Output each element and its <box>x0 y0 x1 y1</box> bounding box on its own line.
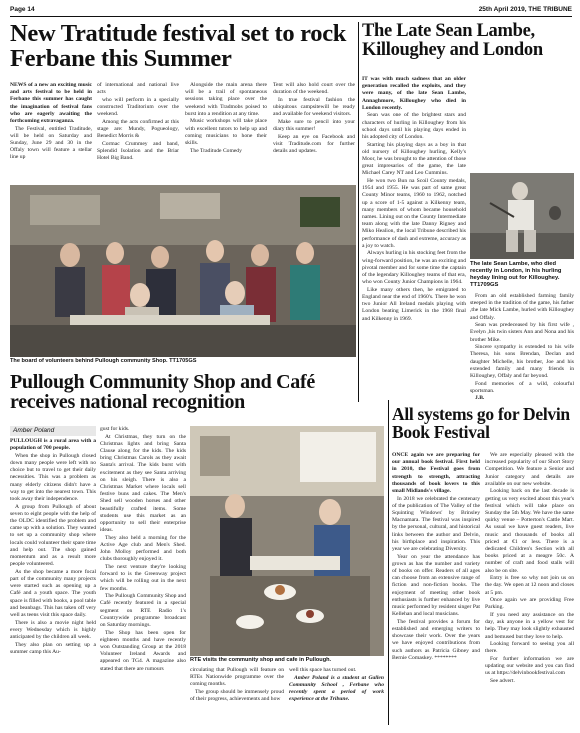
lambe-p2: Sean was one of the brightest stars and characters of hurling in Killoughey from his school days until his playing days ended in his adopted city of London. <box>362 112 466 141</box>
festival-col4-p4: Keep an eye on Facebook and visit Traditude.com for further details and updates. <box>273 133 355 154</box>
lambe-p6: Like many others then, he emigrated to England near the end of 1960's. There he won two Junior All Ireland medals playing with London beating Limerick in the 1968 final and Kilkenny in 1969. <box>362 286 466 322</box>
lambe-p4: He won two Bun na Scoil County medals, 1954 and 1955. He was part of same great County Minor teams, 1960 to 1962, notched up a score of 1-5 against a Kilkenny team, many members of whom became household names. Lining out on the County Intermediate team along with the late Danny Rigney and Miko Healion, the local Tribune described his performance of dash and extreme, accuracy as a joy to watch. <box>362 178 466 249</box>
lambe-p8: Sean was predeceased by his first wife , Evelyn ,his twin sisters Ann and Nona and his brother Mike. <box>470 322 574 343</box>
festival-col-1 <box>10 82 92 182</box>
lambe-p9: Sincere sympathy is extended to his wife Theresa, his sons Brendan, Declan and daughter Michelle, his brother, Joe and his extended family and many friends in Killoughey, Offaly and far beyond. <box>470 344 574 380</box>
festival-col3-p2: Music workshops will take place with excellent tutors to help up and coming musicians to hone their skills. <box>185 118 267 147</box>
book-col2-p1: We are especially pleased with the increased popularity of our Short Story Competition. We feature a Senior and Junior category and details are available on our new website. <box>485 452 574 487</box>
shop-photo-caption: RTE visits the community shop and cafe in Pullough. <box>190 657 332 663</box>
book-col1-p1: ONCE again we are preparing for our annual book festival. First held in 2010, the Festival goes from strength to strength, attracting thousands of book lovers to this small Midlands's village. <box>392 452 480 495</box>
shop-col-1 <box>10 438 96 726</box>
shop-photo <box>190 426 384 656</box>
volunteers-photo-image <box>10 185 356 357</box>
shop-col-2 <box>100 426 186 726</box>
issue-date: 25th April 2019, THE TRIBUNE <box>478 6 572 13</box>
shop-col1-p1: PULLOUGH is a rural area with a population of 700 people. <box>10 438 96 452</box>
column-rule-top <box>358 22 359 402</box>
festival-col4-p2: In true festival fashion the ubiquitous campsitewill be ready and available for weekend visitors. <box>273 96 355 118</box>
shop-col2-p6: The Shop has been open for eighteen months and have recently won Outstanding Group at the 2018 Volunteer Ireland Awards and appeared on TG4. A magazine also stated that there are rumours <box>100 629 186 672</box>
shop-headline: Pullough Community Shop and Café receives national recognition <box>10 371 315 413</box>
book-col-1 <box>392 452 480 728</box>
lambe-p5: Always hurling in his stocking feet from the wing-forward position, he was an exciting and pivotal member and for some time the captain of the legendary Killoughey teams of that era, who won County Junior Champions in 1964. <box>362 250 466 286</box>
shop-col4-p1: well this space has turned out. <box>289 667 357 673</box>
shop-col1-p3: A group from Pullough of about seven to eight people with the help of the OLDC identified the problem and came up with a solution. They wanted to set up a community shop where locals could volunteer their spare time and help out. The shop gained momentum and as a result more people volunteered. <box>10 503 96 568</box>
shop-col2-p3: They also held a morning for the Active Age club and Men's Shed. John Molloy performed and both clubs thoroughly enjoyed it. <box>100 534 186 563</box>
shop-col2-p4: The next venture they're looking forward to is the Greenway project which will be rolling out in the next few months. <box>100 564 186 592</box>
lambe-photo-image <box>470 173 574 259</box>
book-col2-p2: Looking back on the last decade is getting us very excited about this year's festival which will take place on Sunday the 5th May. We have the same quirky venue – Potterton's Cattle Mart. As usual we have guest readers, live music and thousands of books all priced at €1 or less. There is a dedicated Children's Section with all books priced at a meagre 50c. A number of craft and food stalls will also be on site. <box>485 488 574 574</box>
lambe-p1: IT was with much sadness that an older generation recalled the exploits, and they were many, of the late Sean Lambe, Annaghmore, Killoughey who died in London recently. <box>362 76 466 111</box>
shop-col-4 <box>289 667 384 727</box>
lambe-p3: Starting his playing days as a boy in that old nursery of Killoughey hurling, Kelly's Moor, he was brought to the attention of those great impresarios of the game, the late Michael Carey NT and Leo Cummins. <box>362 141 466 177</box>
book-headline: All systems go for Delvin Book Festival <box>392 404 570 442</box>
shop-col2-p2: At Christmas, they turn on the Christmas lights and bring Santa Clause along for the kids. The kids bring Christmas Carols as they await Santa's arrival. The kids burst with excitement as they see Santa arriving on his sleigh. There is also a Christmas Market where locals sell festive buns and cakes. The Men's Shed sell wooden horses and other beautifully crafted items. Some students use this market as an opportunity to sell their enterprise ideas. <box>100 433 186 534</box>
festival-col3-p1: Alongside the main arena there will be a trail of spontaneous sessions taking place over the weekend with Tradmobs poised to burst into a rendition at any time. <box>185 82 267 117</box>
lambe-photo-caption: The late Sean Lambe, who died recently in London, in his hurling heyday lining out for Killoughey. TT1709GS <box>470 261 562 288</box>
festival-col3-p3: The Traditude Comedy <box>190 147 242 154</box>
festival-col2-p1: of international and national live acts <box>97 82 179 96</box>
festival-col1-p2: The Festival, entitled Traditude, will be held on Saturday and Sunday, June 29 and 30 in the Offaly town will feature a stellar line up <box>10 125 92 161</box>
lambe-photo <box>470 173 574 259</box>
lambe-p10: Fond memories of a wild, colourful sportsman. <box>470 380 574 394</box>
festival-headline: New Tratitude festival set to rock Ferbane this Summer <box>10 20 347 72</box>
shop-col2-p5: The Pullough Community Shop and Café recently featured in a special segment on RTE Radio 1's Countrywide programme broadcast on Saturday mornings. <box>100 593 186 629</box>
book-col2-p7: For further information we are updating our website and you can find us at https://delvinbookfestival.com <box>485 656 574 677</box>
book-col-2 <box>485 452 574 728</box>
book-col1-p3: Year on year the attendance has grown as has the number and variety of books on offer. Readers of all ages can choose from an extensive range of fiction and non-fiction books. The enjoyment of meeting other book enthusiasts is further enhanced by live music performed by resident singer Pat Kellehan and local musicians. <box>392 553 480 618</box>
book-col1-p2: In 2018 we celebrated the centenary of the publication of The Valley of the Squinting Windows' by Brinsley Macnamara. The festival was inspired by the personal, cultural, and historical links between the author and Delvin, his birthplace and inspiration. This year we are celebrating Diversity. <box>392 495 480 553</box>
book-col2-p6: Looking forward to seeing you all there. <box>485 641 574 655</box>
book-col1-p4: The festival provides a forum for established and emerging writers to showcase their work. Over the years we have enjoyed contributions from such authors as Patricia Gibney and Bernie Comaskey. ******** <box>392 618 480 661</box>
volunteers-photo <box>10 185 356 357</box>
shop-col3-p1: circulating that Pullough will feature on RTEs Nationwide programme over the coming months. <box>190 667 284 688</box>
column-rule-bottom <box>388 400 389 725</box>
book-col2-p5: If you need any assistance on the day, ask anyone in a yellow vest for help. They may look slightly exhausted and bemused but they love to help. <box>485 612 574 640</box>
masthead-rule <box>10 16 572 17</box>
shop-col1-p2: When the shop in Pullough closed down many people were left with no choice but to travel to get their daily necessities. This was a problem as many elderly citizens didn't have a way to get into the nearest town. This took away their independence. <box>10 452 96 503</box>
book-col2-p3: Entry is free so why not join us on the day. We open at 12 noon and closes at 5 pm. <box>485 575 574 596</box>
shop-col3-p2: The group should be immensely proud of their progress, achievements and how <box>190 689 284 703</box>
lambe-col-2 <box>470 293 574 402</box>
book-col2-p8: See advert. <box>490 678 515 685</box>
shop-col1-p4: As the shop became a more focal part of the community many projects were started such as opening up a Café and a youth space. The youth space is filled with books, a pool table and beanbags. This has taken off very well as teens visit this space daily. <box>10 568 96 619</box>
page-number: Page 14 <box>10 6 35 13</box>
festival-col2-p2: who will perform in a specially constructed Traditorium over the weekend. <box>97 96 179 118</box>
volunteers-photo-caption: The board of volunteers behind Pullough community Shop. TT1705GS <box>10 358 197 364</box>
shop-col2-p1: gust for kids. <box>100 426 130 432</box>
lambe-signoff: J.B. <box>475 395 485 402</box>
festival-col-3 <box>185 82 267 182</box>
book-col2-p4: Once again we are providing Free Parking. <box>485 597 574 611</box>
festival-col4-p3: Make sure to pencil into your diary this summer! <box>273 118 355 132</box>
festival-col-2 <box>97 82 179 182</box>
shop-col-3 <box>190 667 284 727</box>
lambe-p7: From an old established farming family steeped in the tradition of the game, his father ,the late Mick Lambe, hurled with Killoughey and Offaly. <box>470 293 574 321</box>
shop-photo-image <box>190 426 384 656</box>
shop-col1-p5: There is also a movie night held every Wednesday which is highly anticipated by the children all week. <box>10 619 96 641</box>
masthead <box>10 6 572 16</box>
shop-byline: Amber Poland <box>10 426 96 436</box>
festival-col-4 <box>273 82 355 182</box>
lambe-headline: The Late Sean Lambe, Killoughey and London <box>362 21 543 60</box>
festival-col1-p1: NEWS of a new an exciting music and arts festival to be held in Ferbane this summer has caught the imagination of festival fans who are eagerly awaiting the forthcoming extravaganza. <box>10 82 92 125</box>
festival-col4-p1: Tent will also hold court over the duration of the weekend. <box>273 82 355 96</box>
shop-col1-p6: They also plan on setting up a summer camp this Au- <box>10 641 96 655</box>
festival-col2-p3: Among the acts confirmed at this stage are: Mundy, Pogueology, Benedict Morris & <box>97 118 179 140</box>
festival-col2-p4: Cormac Crummey and band, Splendid Isolation and the Briar Hotel Big Band. <box>97 140 179 162</box>
lambe-col-1 <box>362 76 466 398</box>
shop-author-note: Amber Poland is a student at Gallen Community School , Ferbane who recently spent a period of work experience at the Tribune. <box>289 674 384 703</box>
